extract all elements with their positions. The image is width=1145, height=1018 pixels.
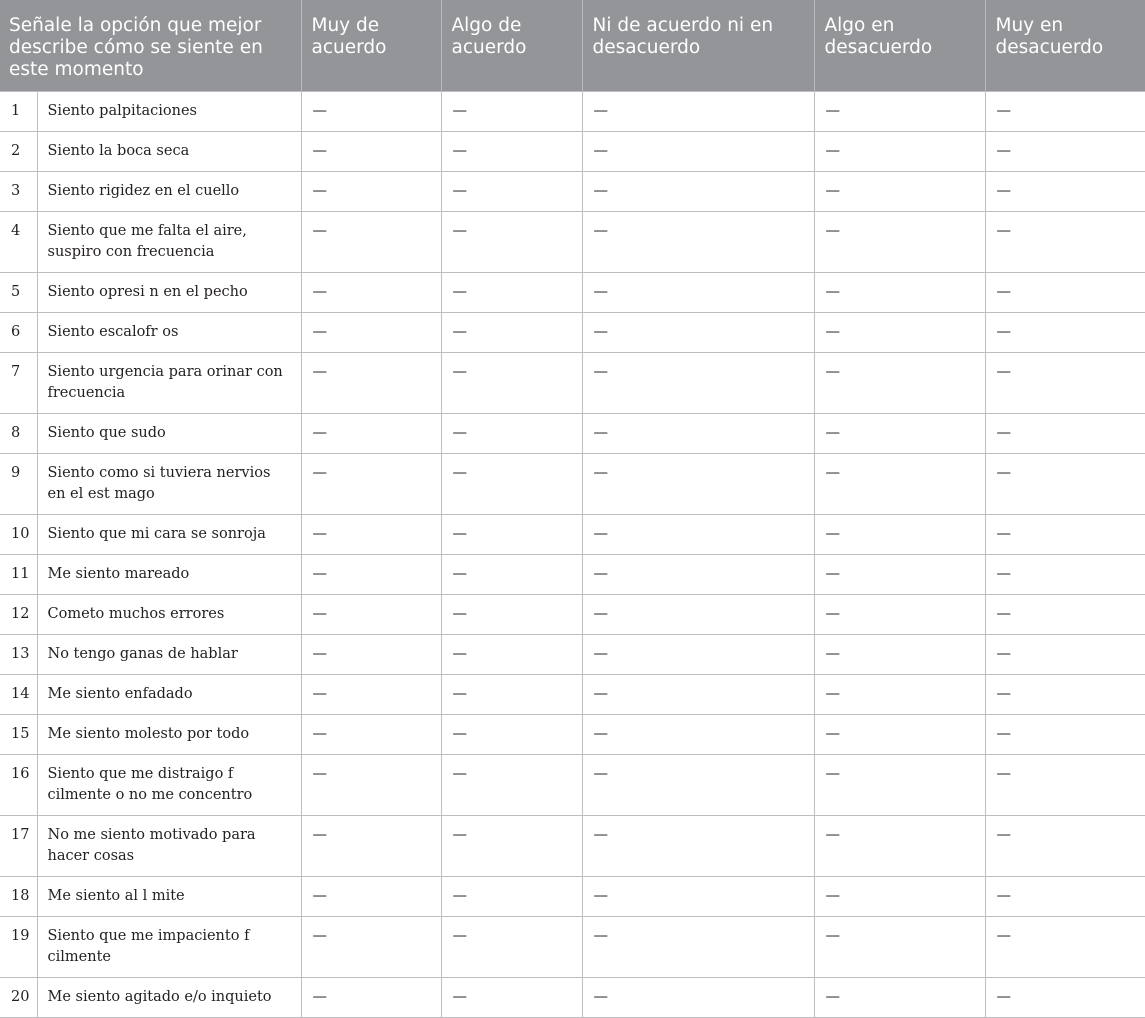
row-statement: Siento escalofr os [37, 313, 301, 353]
row-statement: Siento opresi n en el pecho [37, 273, 301, 313]
cell-somewhat-agree: — [441, 515, 582, 555]
cell-somewhat-agree: — [441, 555, 582, 595]
row-number: 3 [0, 172, 37, 212]
cell-somewhat-agree: — [441, 92, 582, 132]
cell-somewhat-disagree: — [814, 635, 985, 675]
cell-somewhat-disagree: — [814, 555, 985, 595]
row-statement: Siento urgencia para orinar con frecuencia [37, 353, 301, 414]
row-statement: Siento que me distraigo f cilmente o no me concentro [37, 755, 301, 816]
table-row [0, 515, 1145, 555]
table-row [0, 816, 1145, 877]
cell-neutral: — [582, 595, 814, 635]
cell-strongly-disagree: — [985, 715, 1145, 755]
cell-strongly-agree: — [301, 755, 441, 816]
cell-neutral: — [582, 917, 814, 978]
row-statement: Siento que mi cara se sonroja [37, 515, 301, 555]
cell-neutral: — [582, 675, 814, 715]
row-statement: Me siento molesto por todo [37, 715, 301, 755]
cell-strongly-agree: — [301, 675, 441, 715]
cell-strongly-agree: — [301, 414, 441, 454]
cell-strongly-agree: — [301, 92, 441, 132]
cell-somewhat-disagree: — [814, 816, 985, 877]
cell-somewhat-agree: — [441, 635, 582, 675]
table-row [0, 92, 1145, 132]
cell-somewhat-agree: — [441, 675, 582, 715]
cell-strongly-agree: — [301, 635, 441, 675]
row-number: 16 [0, 755, 37, 816]
header-strongly-disagree: Muy en desacuerdo [985, 0, 1145, 92]
cell-neutral: — [582, 635, 814, 675]
row-number: 11 [0, 555, 37, 595]
header-neutral: Ni de acuerdo ni en desacuerdo [582, 0, 814, 92]
cell-strongly-agree: — [301, 172, 441, 212]
cell-strongly-agree: — [301, 132, 441, 172]
cell-somewhat-disagree: — [814, 917, 985, 978]
cell-neutral: — [582, 978, 814, 1018]
table-row [0, 555, 1145, 595]
table-row [0, 454, 1145, 515]
cell-somewhat-disagree: — [814, 273, 985, 313]
row-statement: Siento como si tuviera nervios en el est mago [37, 454, 301, 515]
cell-somewhat-agree: — [441, 917, 582, 978]
row-number: 13 [0, 635, 37, 675]
cell-neutral: — [582, 755, 814, 816]
cell-somewhat-disagree: — [814, 172, 985, 212]
cell-somewhat-disagree: — [814, 92, 985, 132]
row-number: 2 [0, 132, 37, 172]
row-number: 19 [0, 917, 37, 978]
cell-somewhat-disagree: — [814, 132, 985, 172]
cell-somewhat-agree: — [441, 816, 582, 877]
cell-neutral: — [582, 313, 814, 353]
cell-strongly-agree: — [301, 877, 441, 917]
cell-strongly-disagree: — [985, 273, 1145, 313]
table-row [0, 877, 1145, 917]
table-row [0, 675, 1145, 715]
cell-strongly-agree: — [301, 273, 441, 313]
cell-somewhat-agree: — [441, 978, 582, 1018]
cell-neutral: — [582, 454, 814, 515]
cell-somewhat-disagree: — [814, 212, 985, 273]
row-statement: Siento la boca seca [37, 132, 301, 172]
row-number: 8 [0, 414, 37, 454]
cell-strongly-agree: — [301, 595, 441, 635]
cell-strongly-disagree: — [985, 555, 1145, 595]
row-number: 15 [0, 715, 37, 755]
cell-somewhat-agree: — [441, 877, 582, 917]
cell-somewhat-agree: — [441, 595, 582, 635]
cell-strongly-disagree: — [985, 353, 1145, 414]
cell-somewhat-disagree: — [814, 877, 985, 917]
row-number: 18 [0, 877, 37, 917]
cell-somewhat-disagree: — [814, 515, 985, 555]
table-row [0, 313, 1145, 353]
cell-strongly-disagree: — [985, 313, 1145, 353]
cell-somewhat-disagree: — [814, 414, 985, 454]
row-statement: Me siento agitado e/o inquieto [37, 978, 301, 1018]
cell-strongly-disagree: — [985, 675, 1145, 715]
cell-strongly-disagree: — [985, 92, 1145, 132]
table-row [0, 132, 1145, 172]
table-row [0, 978, 1145, 1018]
cell-strongly-disagree: — [985, 132, 1145, 172]
table-header-row [0, 0, 1145, 92]
table-row [0, 635, 1145, 675]
cell-somewhat-agree: — [441, 755, 582, 816]
cell-somewhat-agree: — [441, 172, 582, 212]
table-row [0, 273, 1145, 313]
cell-somewhat-agree: — [441, 313, 582, 353]
table-row [0, 172, 1145, 212]
table-row [0, 212, 1145, 273]
cell-somewhat-disagree: — [814, 755, 985, 816]
row-number: 6 [0, 313, 37, 353]
cell-somewhat-agree: — [441, 273, 582, 313]
row-statement: Cometo muchos errores [37, 595, 301, 635]
row-statement: Siento palpitaciones [37, 92, 301, 132]
cell-somewhat-agree: — [441, 353, 582, 414]
cell-strongly-agree: — [301, 515, 441, 555]
cell-somewhat-disagree: — [814, 715, 985, 755]
cell-somewhat-disagree: — [814, 313, 985, 353]
cell-neutral: — [582, 172, 814, 212]
row-number: 5 [0, 273, 37, 313]
cell-somewhat-disagree: — [814, 595, 985, 635]
row-number: 4 [0, 212, 37, 273]
cell-strongly-disagree: — [985, 917, 1145, 978]
cell-somewhat-disagree: — [814, 353, 985, 414]
cell-strongly-disagree: — [985, 414, 1145, 454]
cell-strongly-agree: — [301, 353, 441, 414]
cell-somewhat-agree: — [441, 414, 582, 454]
cell-neutral: — [582, 555, 814, 595]
cell-somewhat-agree: — [441, 454, 582, 515]
cell-strongly-disagree: — [985, 172, 1145, 212]
row-number: 1 [0, 92, 37, 132]
cell-somewhat-disagree: — [814, 675, 985, 715]
row-statement: Siento rigidez en el cuello [37, 172, 301, 212]
cell-strongly-disagree: — [985, 877, 1145, 917]
row-statement: Me siento mareado [37, 555, 301, 595]
cell-strongly-disagree: — [985, 454, 1145, 515]
cell-strongly-agree: — [301, 454, 441, 515]
row-number: 17 [0, 816, 37, 877]
cell-strongly-disagree: — [985, 212, 1145, 273]
row-statement: No tengo ganas de hablar [37, 635, 301, 675]
table-row [0, 755, 1145, 816]
cell-strongly-disagree: — [985, 595, 1145, 635]
table-row [0, 715, 1145, 755]
cell-neutral: — [582, 212, 814, 273]
row-number: 20 [0, 978, 37, 1018]
cell-strongly-agree: — [301, 212, 441, 273]
cell-neutral: — [582, 715, 814, 755]
cell-somewhat-agree: — [441, 715, 582, 755]
cell-strongly-disagree: — [985, 816, 1145, 877]
cell-somewhat-agree: — [441, 132, 582, 172]
cell-neutral: — [582, 92, 814, 132]
cell-somewhat-disagree: — [814, 978, 985, 1018]
header-somewhat-agree: Algo de acuerdo [441, 0, 582, 92]
cell-somewhat-disagree: — [814, 454, 985, 515]
table-row [0, 353, 1145, 414]
cell-neutral: — [582, 132, 814, 172]
cell-strongly-agree: — [301, 313, 441, 353]
header-strongly-agree: Muy de acuerdo [301, 0, 441, 92]
table-body [0, 92, 1145, 1018]
header-statement: Señale la opción que mejor describe cómo se siente en este momento [0, 0, 301, 92]
row-number: 9 [0, 454, 37, 515]
row-statement: No me siento motivado para hacer cosas [37, 816, 301, 877]
cell-strongly-disagree: — [985, 755, 1145, 816]
header-somewhat-disagree: Algo en desacuerdo [814, 0, 985, 92]
cell-neutral: — [582, 515, 814, 555]
table-row [0, 414, 1145, 454]
table-row [0, 595, 1145, 635]
row-statement: Siento que me falta el aire, suspiro con frecuencia [37, 212, 301, 273]
cell-neutral: — [582, 273, 814, 313]
cell-strongly-agree: — [301, 555, 441, 595]
cell-strongly-agree: — [301, 816, 441, 877]
row-number: 14 [0, 675, 37, 715]
cell-strongly-disagree: — [985, 978, 1145, 1018]
cell-neutral: — [582, 816, 814, 877]
row-number: 12 [0, 595, 37, 635]
row-number: 10 [0, 515, 37, 555]
row-statement: Me siento enfadado [37, 675, 301, 715]
cell-neutral: — [582, 353, 814, 414]
row-statement: Me siento al l mite [37, 877, 301, 917]
cell-neutral: — [582, 877, 814, 917]
cell-strongly-agree: — [301, 715, 441, 755]
row-statement: Siento que sudo [37, 414, 301, 454]
cell-neutral: — [582, 414, 814, 454]
cell-strongly-disagree: — [985, 515, 1145, 555]
cell-somewhat-agree: — [441, 212, 582, 273]
cell-strongly-agree: — [301, 978, 441, 1018]
row-statement: Siento que me impaciento f cilmente [37, 917, 301, 978]
row-number: 7 [0, 353, 37, 414]
cell-strongly-agree: — [301, 917, 441, 978]
table-row [0, 917, 1145, 978]
cell-strongly-disagree: — [985, 635, 1145, 675]
